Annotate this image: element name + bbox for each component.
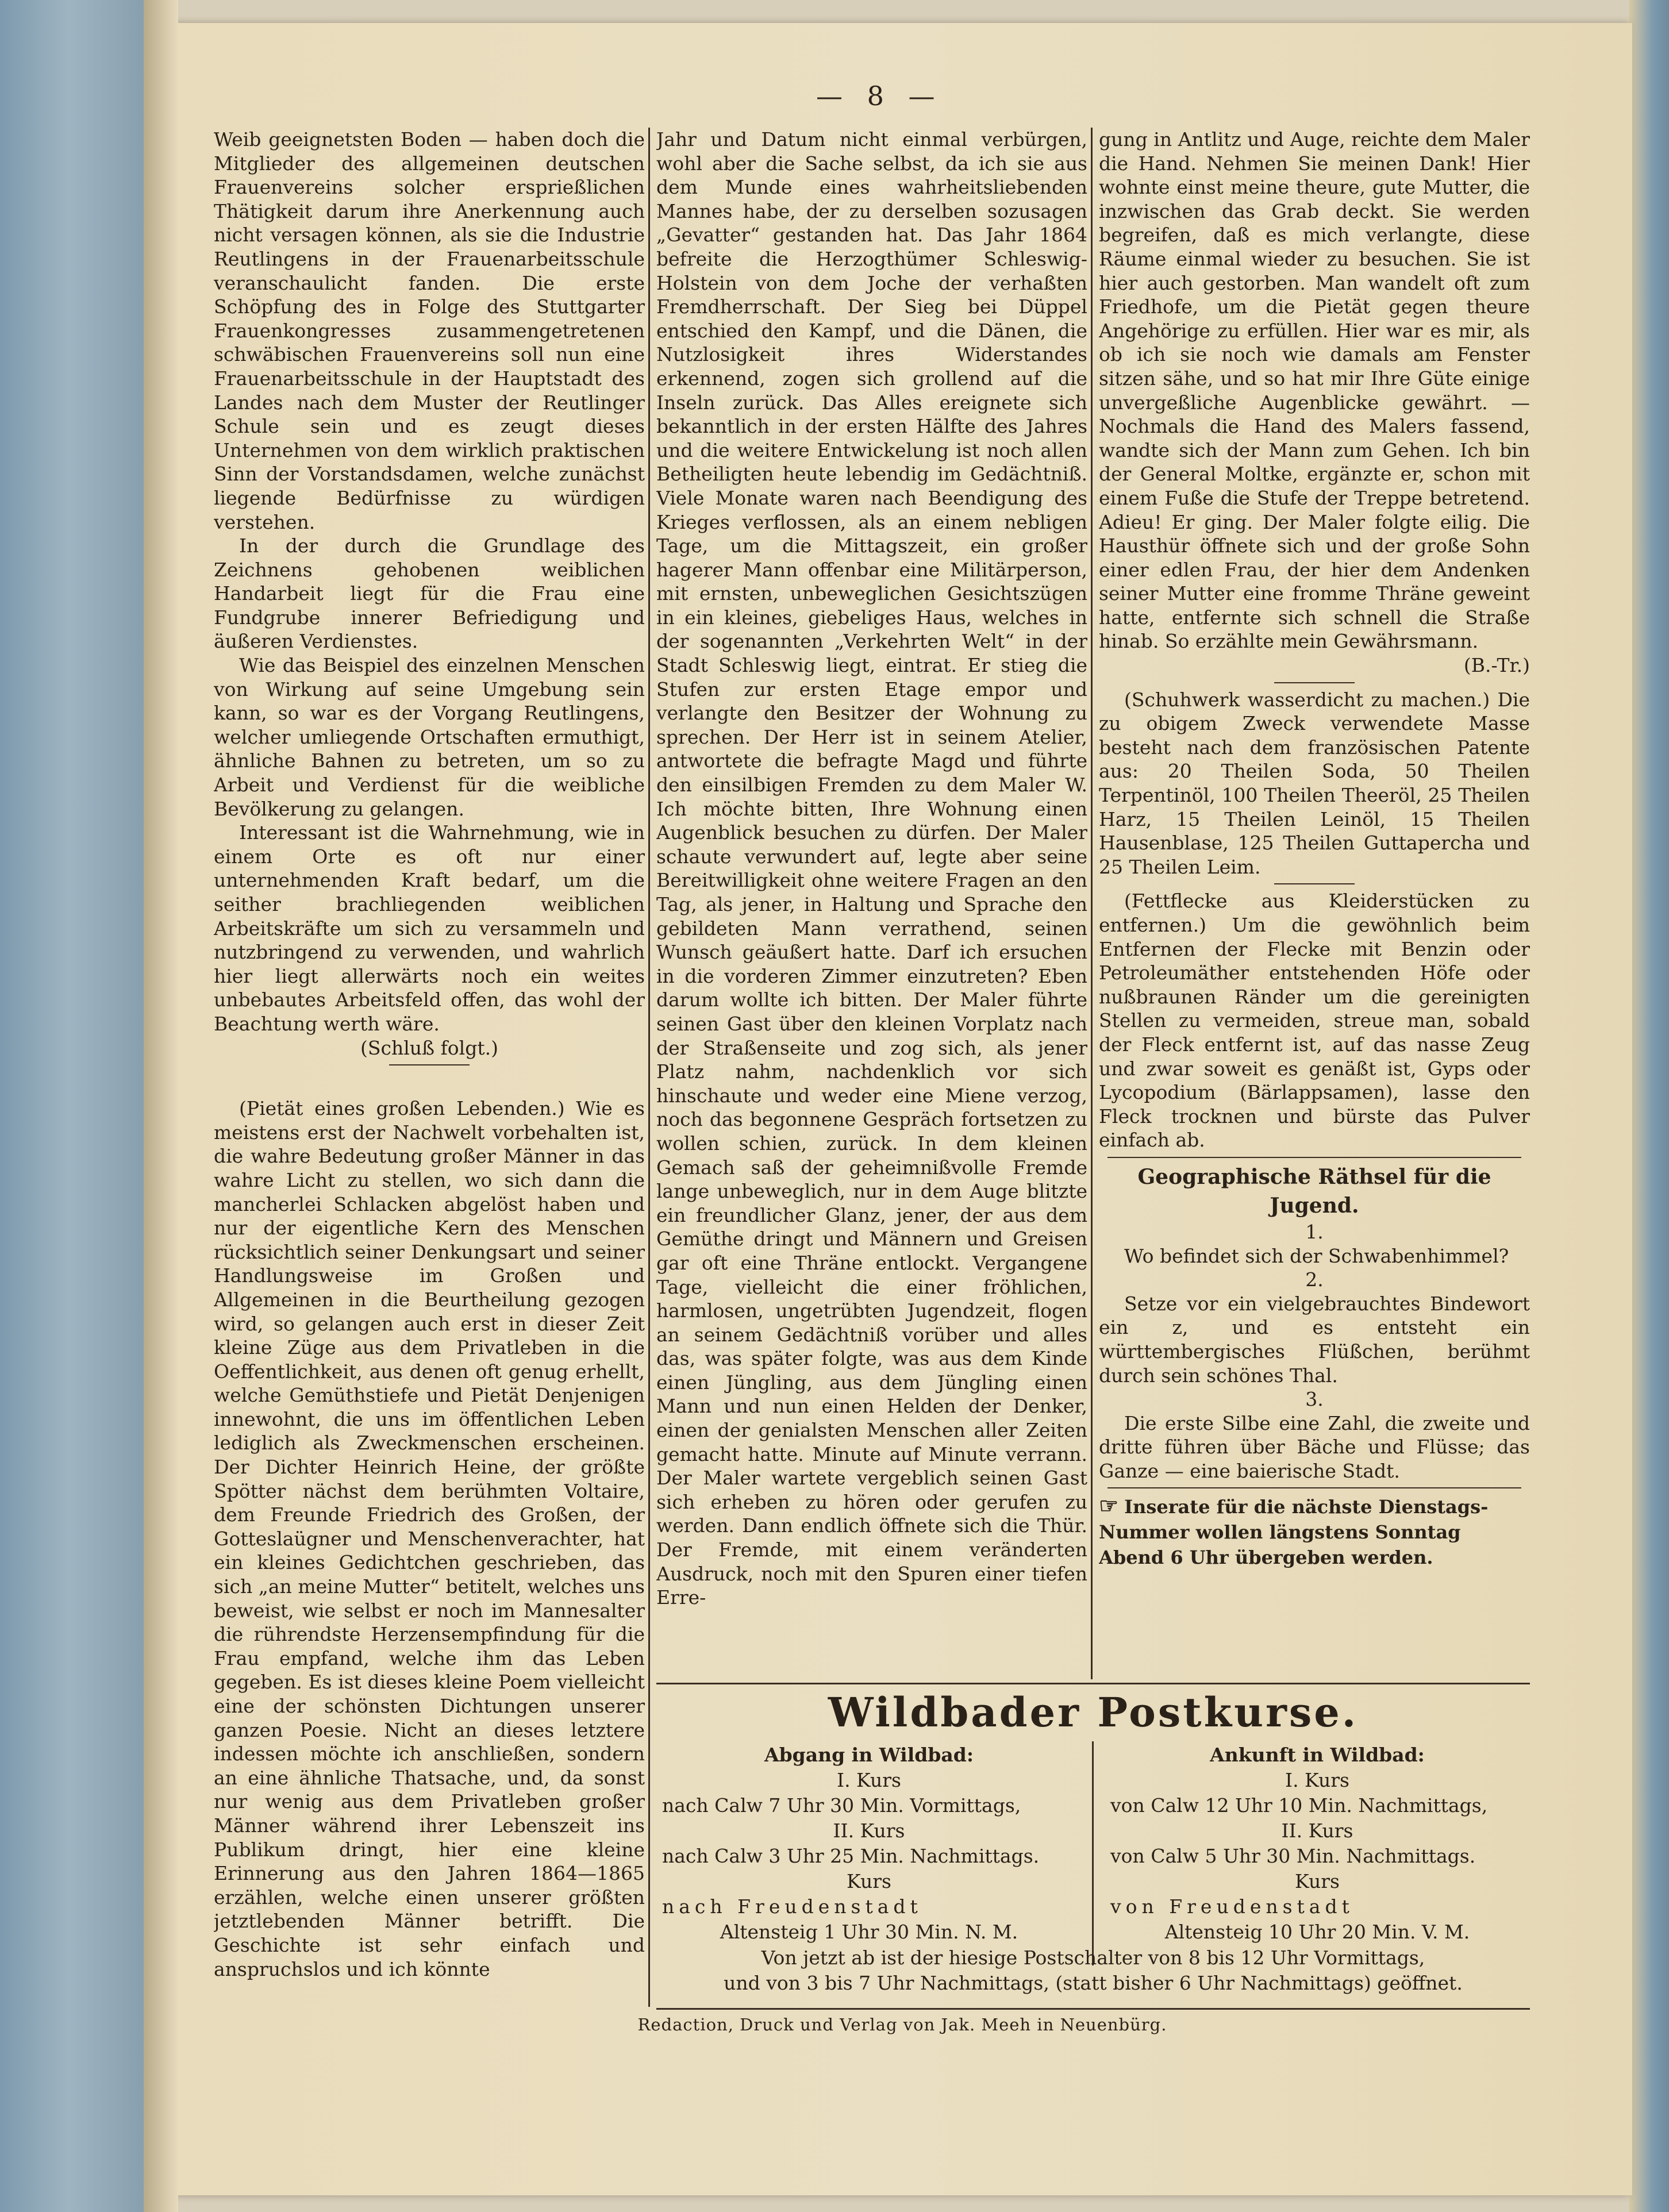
postschalter-hours [656,1945,1530,1996]
postschalter-line: und von 3 bis 7 Uhr Nachmittags, (statt bisher 6 Uhr Nachmittags) geöffnet. [724,1972,1463,1994]
riddle-number: 3. [1305,1388,1324,1411]
postkurse-bottom-rule [656,2008,1530,2010]
column-2 [656,128,1087,1679]
source-note: (B.-Tr.) [1463,654,1530,677]
arrivals-column [1105,1742,1530,1945]
imprint: Redaction, Druck und Verlag von Jak. Meeh in Neuenbürg. [637,2015,1167,2034]
arrival-line: Altensteig 10 Uhr 20 Min. V. M. [1164,1921,1470,1943]
kurs-label: II. Kurs [1281,1819,1353,1842]
riddle-heading: Geographische Räthsel für die Jugend. [1137,1164,1491,1218]
separator-rule [1107,1487,1521,1488]
article-pietaet-paragraph: (Pietät eines großen Lebenden.) Wie es meistens erst der Nachwelt vorbehalten ist, die wahre Bedeutung großer Männer in das wahre Licht zu stellen, wo sich dann die mancherlei Schlacken abgelöst haben und nur der eigentliche Kern des Menschen rücksichtlich seiner Denkungsart und seiner Handlungsweise im Großen und Allgemeinen in die Beurtheilung gezogen wird, so gelangen auch erst in dieser Zeit kleine Züge aus dem Privatleben in die Oeffentlichkeit, aus denen oft genug erhellt, welche Gemüthstiefe und Pietät Denjenigen innewohnt, die uns im öffentlichen Leben lediglich als Zweckmenschen erscheinen. Der Dichter Heinrich Heine, der größte Spötter nächst dem berühmten Voltaire, dem Freunde Friedrich des Großen, der Gotteslaügner und Menschenverachter, hat ein kleines Gedichtchen geschrieben, das sich „an meine Mutter“ betitelt, welches uns beweist, wie selbst er noch im Mannesalter die rührendste Herzensempfindung für die Frau empfand, welche ihm das Leben gegeben. Es ist dieses kleine Poem vielleicht eine der schönsten Dichtungen unserer ganzen Poesie. Nicht an dieses letztere indessen möchte ich anschließen, sondern an eine ähnliche Thatsache, und, da sonst nur wenig aus dem Privatleben großer Männer während ihrer Lebenszeit ins Publikum dringt, hier eine kleine Erinnerung aus den Jahren 1864—1865 erzählen, welche einen unserer größten jetztlebenden Männer betrifft. Die Geschichte ist sehr einfach und anspruchslos und ich könnte [214,1097,645,1980]
departures-heading: Abgang in Wildbad: [764,1744,974,1766]
departure-line: nach Calw 3 Uhr 25 Min. Nachmittags. [662,1845,1040,1867]
right-edge-binding [1629,0,1669,2212]
page-edge [144,0,178,2212]
advertisement-notice [1099,1493,1530,1570]
article-frauenverein-paragraph: Interessant ist die Wahrnehmung, wie in einem Orte es oft nur einer unternehmenden Kraft bedarf, um die seither brachliegenden weiblichen Arbeitskräfte um sich zu versammeln und nutzbringend zu verwenden, und wahrlich hier liegt allerwärts noch ein weites unbebautes Arbeitsfeld offen, das wohl der Beachtung werth wäre. [214,821,645,1035]
column-rule-left [648,128,650,2007]
kurs-label: I. Kurs [1285,1769,1349,1791]
separator-rule [1274,883,1355,884]
page-number: — 8 — [816,80,943,111]
riddle-text: Wo befindet sich der Schwabenhimmel? [1124,1244,1509,1267]
arrival-line: von Calw 12 Uhr 10 Min. Nachmittags, [1110,1794,1488,1817]
postschalter-line: Von jetzt ab ist der hiesige Postschalter von 8 bis 12 Uhr Vormittags, [761,1946,1425,1969]
article-fettflecke: (Fettflecke aus Kleiderstücken zu entfernen.) Um die gewöhnlich beim Entfernen der Flecke mit Benzin oder Petroleumäther entstehenden Höfe oder nußbraunen Ränder um die gereinigten Stellen zu vermeiden, streue man, sobald der Fleck entfernt ist, auf das nasse Zeug und zwar soweit es genäßt ist, Gyps oder Lycopodium (Bärlappsamen), lasse den Fleck trocknen und bürste das Pulver einfach ab. [1099,890,1530,1152]
departure-line: nach Calw 7 Uhr 30 Min. Vormittags, [662,1794,1021,1817]
postkurse-section [656,1690,1530,2000]
postkurse-title: Wildbader Postkurse. [828,1688,1359,1736]
kurs-label: Kurs [847,1870,891,1892]
continuation-note: (Schluß folgt.) [360,1036,498,1059]
notice-text: Inserate für die nächste Dienstags-Nummer wollen längstens Sonntag Abend 6 Uhr übergeben werden. [1099,1496,1489,1569]
separator-rule [1274,682,1355,683]
kurs-label: Kurs [1295,1870,1340,1892]
pointing-hand-icon: ☞ [1099,1492,1119,1519]
column-3 [1099,128,1530,1731]
article-frauenverein-paragraph: Wie das Beispiel des einzelnen Menschen von Wirkung auf seine Umgebung sein kann, so war es der Vorgang Reutlingens, welcher umliegende Ortschaften ermuthigt, ähnliche Bahnen zu betreten, um so zu Arbeit und Verdienst für die weibliche Bevölkerung zu gelangen. [214,654,645,820]
column-1 [214,128,645,2001]
departure-line: nach Freudenstadt [662,1895,922,1918]
arrival-line: von Freudenstadt [1110,1895,1354,1918]
arrival-line: von Calw 5 Uhr 30 Min. Nachmittags. [1110,1845,1476,1867]
article-pietaet-continued: Jahr und Datum nicht einmal verbürgen, wohl aber die Sache selbst, da ich sie aus dem Munde eines wahrheitsliebenden Mannes habe, der zu derselben sozusagen „Gevatter“ gestanden hat. Das Jahr 1864 befreite die Herzogthümer Schleswig-Holstein von dem Joche der verhaßten Fremdherrschaft. Der Sieg bei Düppel entschied den Kampf, und die Dänen, die Nutzlosigkeit ihres Widerstandes erkennend, zogen sich grollend auf die Inseln zurück. Das Alles ereignete sich bekanntlich in der ersten Hälfte des Jahres und die weitere Entwickelung ist noch allen Betheiligten heute lebendig im Gedächtniß. Viele Monate waren nach Beendigung des Krieges verflossen, als an einem nebligen Tage, um die Mittagszeit, ein großer hagerer Mann offenbar eine Militärperson, mit ernsten, unbeweglichen Gesichtszügen in ein kleines, giebeliges Haus, welches in der sogenannten „Verkehrten Welt“ in der Stadt Schleswig liegt, eintrat. Er stieg die Stufen zur ersten Etage empor und verlangte den Besitzer der Wohnung zu sprechen. Der Herr ist in seinem Atelier, antwortete die befragte Magd und führte den einsilbigen Fremden zu dem Maler W. Ich möchte bitten, Ihre Wohnung einen Augenblick besuchen zu dürfen. Der Maler schaute verwundert auf, legte aber seine Bereitwilligkeit ohne weitere Fragen an den Tag, als jener, in Haltung und Sprache den gebildeten Mann verrathend, seinen Wunsch geäußert hatte. Darf ich ersuchen in die vorderen Zimmer einzutreten? Eben darum wollte ich bitten. Der Maler führte seinen Gast über den kleinen Vorplatz nach der Straßenseite und zog sich, als jener Platz nahm, nachdenklich vor sich hinschaute und weder eine Miene verzog, noch das begonnene Gespräch fortsetzen zu wollen schien, zurück. In dem kleinen Gemach saß der geheimnißvolle Fremde lange unbeweglich, nur in dem Auge blitzte ein freundlicher Glanz, jener, der aus dem Gemüthe dringt und Männern und Greisen gar oft eine Thräne entlockt. Vergangene Tage, vielleicht die einer fröhlichen, harmlosen, ungetrübten Jugendzeit, flogen an seinem Gedächtniß vorüber und alles das, was später folgte, was aus dem Kinde einen Jüngling, aus dem Jüngling einen Mann und nun einen Helden der Denker, einen der genialsten Menschen aller Zeiten gemacht hatte. Minute auf Minute verrann. Der Maler wartete vergeblich seinen Gast sich erheben zu hören oder gerufen zu werden. Dann endlich öffnete sich die Thür. Der Fremde, mit einem veränderten Ausdruck, noch mit den Spuren einer tiefen Erre- [656,128,1087,1609]
article-frauenverein-paragraph: Weib geeignetsten Boden — haben doch die Mitglieder des allgemeinen deutschen Frauenvereins solcher ersprießlichen Thätigkeit darum ihre Anerkennung auch nicht versagen können, als sie die Industrie Reutlingens in der Frauenarbeitsschule veranschaulicht fanden. Die erste Schöpfung des in Folge des Stuttgarter Frauenkongresses zusammengetretenen schwäbischen Frauenvereins soll nun eine Frauenarbeitsschule in der Hauptstadt des Landes nach dem Muster der Reutlinger Schule sein und es zeugt dieses Unternehmen von dem wirklich praktischen Sinn der Vorstandsdamen, welche zunächst liegende Bedürfnisse zu würdigen verstehen. [214,128,645,533]
riddle-number: 1. [1305,1220,1324,1243]
departures-column [656,1742,1082,1945]
arrivals-heading: Ankunft in Wildbad: [1210,1744,1425,1766]
column-rule-right [1091,128,1093,1679]
article-pietaet-ending: gung in Antlitz und Auge, reichte dem Maler die Hand. Nehmen Sie meinen Dank! Hier wohnte einst meine theure, gute Mutter, die inzwischen das Grab deckt. Sie werden begreifen, daß es mich verlangte, diese Räume einmal wieder zu besuchen. Sie ist hier auch gestorben. Man wandelt oft zum Friedhofe, um die Pietät gegen theure Angehörige zu erfüllen. Hier war es mir, als ob ich sie noch wie damals am Fenster sitzen sähe, und so hat mir Ihre Güte einige unvergeßliche Augenblicke gewährt. — Nochmals die Hand des Malers fassend, wandte sich der Mann zum Gehen. Ich bin der General Moltke, ergänzte er, schon mit einem Fuße die Stufe der Treppe betretend. Adieu! Er ging. Der Maler folgte eilig. Die Hausthür öffnete sich und der große Sohn einer edlen Frau, der hier dem Andenken seiner Mutter eine fromme Thräne geweint hatte, entfernte sich schnell die Straße hinab. So erzählte mein Gewährsmann. [1099,128,1530,653]
riddle-text: Die erste Silbe eine Zahl, die zweite und dritte führen über Bäche und Flüsse; das Ganze — eine baierische Stadt. [1099,1411,1530,1482]
separator-rule [1107,1157,1521,1158]
departure-line: Altensteig 1 Uhr 30 Min. N. M. [720,1921,1018,1943]
separator-rule [389,1064,470,1065]
kurs-label: II. Kurs [833,1819,905,1842]
article-frauenverein-paragraph: In der durch die Grundlage des Zeichnens gehobenen weiblichen Handarbeit liegt für die Frau eine Fundgrube innerer Befriedigung und äußeren Verdienstes. [214,534,645,653]
riddle-number: 2. [1305,1268,1324,1291]
article-schuhwerk: (Schuhwerk wasserdicht zu machen.) Die zu obigem Zweck verwendete Masse besteht nach dem französischen Patente aus: 20 Theilen Soda, 50 Theilen Terpentinöl, 100 Theilen Theeröl, 25 Theilen Harz, 15 Theilen Leinöl, 15 Theilen Hausenblase, 125 Theilen Guttapercha und 25 Theilen Leim. [1099,688,1530,878]
kurs-label: I. Kurs [837,1769,901,1791]
riddle-text: Setze vor ein vielgebrauchtes Bindewort ein z, und es entsteht ein württembergisches Flüßchen, berühmt durch sein schönes Thal. [1099,1292,1530,1387]
